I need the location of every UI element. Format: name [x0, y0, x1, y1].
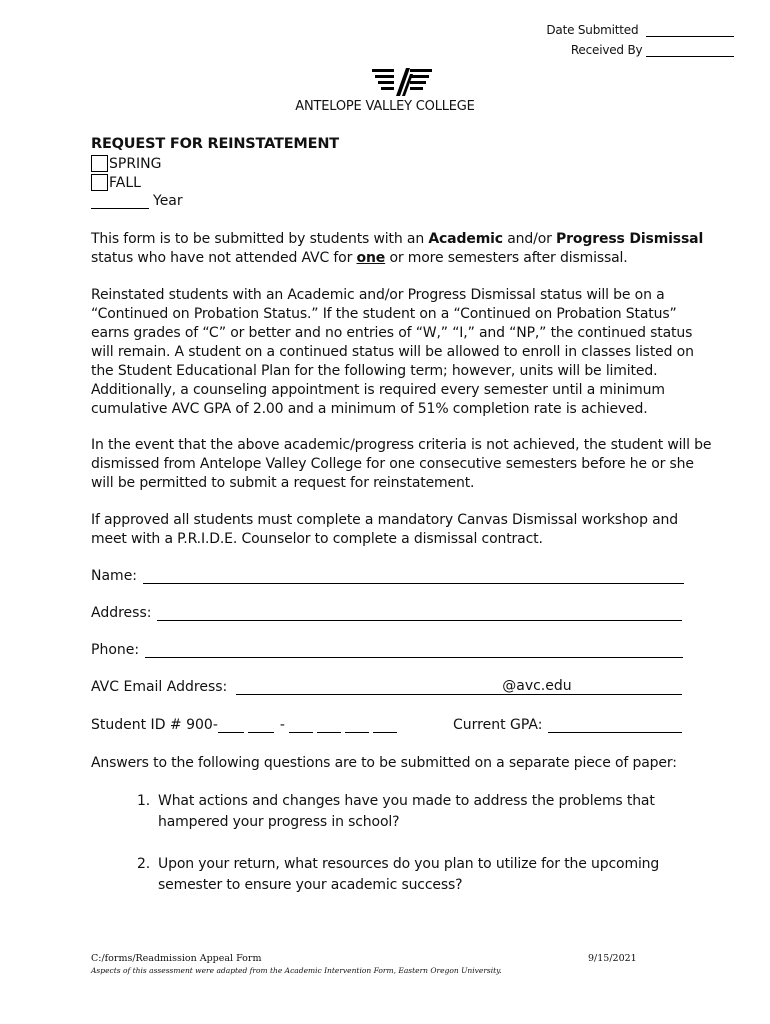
- question-2: [137, 854, 727, 896]
- student-id-separator: -: [279, 717, 285, 733]
- p1-text-2: and/or: [502, 231, 557, 247]
- spring-label: SPRING: [109, 155, 162, 172]
- gpa-field[interactable]: [548, 716, 682, 733]
- gpa-row: [453, 716, 682, 733]
- date-submitted-label: Date Submitted: [546, 23, 639, 37]
- student-id-label: Student ID # 900-: [91, 717, 218, 733]
- student-id-digit-4[interactable]: [317, 716, 341, 733]
- term-option-fall[interactable]: [91, 174, 141, 191]
- date-submitted-row: [546, 23, 734, 37]
- student-id-digit-2[interactable]: [248, 716, 274, 733]
- year-row: [91, 193, 183, 209]
- footer-path: C:/forms/Readmission Appeal Form: [91, 953, 262, 964]
- date-submitted-field[interactable]: [646, 24, 734, 37]
- address-field[interactable]: [157, 604, 682, 621]
- p1-bold-academic: Academic: [428, 231, 503, 247]
- p1-text-1: This form is to be submitted by students with an: [91, 231, 429, 247]
- question-2-number: 2.: [137, 856, 151, 872]
- name-field[interactable]: [143, 567, 684, 584]
- question-1: [137, 791, 727, 833]
- college-name: ANTELOPE VALLEY COLLEGE: [295, 99, 475, 114]
- term-option-spring[interactable]: [91, 155, 162, 172]
- paragraph-probation: Reinstated students with an Academic and/or Progress Dismissal status will be on a “Continued on Probation Status.” If the student on a “Continued on Probation Status” earns grades of “C” or better and no entries of “W,” “I,” and “NP,” the continued status will remain. A student on a continued status will be allowed to enroll in classes listed on the Student Educational Plan for the following term; however, units will be limited. Additionally, a counseling appointment is required every semester until a minimum cumulative AVC GPA of 2.00 and a minimum of 51% completion rate is achieved.: [91, 287, 694, 417]
- received-by-row: [571, 43, 734, 57]
- question-2-text: Upon your return, what resources do you plan to utilize for the upcoming semester to ensure your academic success?: [158, 856, 660, 893]
- instructions: Answers to the following questions are to be submitted on a separate piece of paper:: [91, 755, 677, 771]
- student-id-digit-5[interactable]: [345, 716, 369, 733]
- student-id-digit-1[interactable]: [218, 716, 244, 733]
- received-by-field[interactable]: [646, 44, 734, 57]
- email-row: [91, 678, 682, 695]
- received-by-label: Received By: [570, 43, 643, 57]
- fall-checkbox[interactable]: [91, 174, 108, 191]
- p1-underline-one: one: [356, 250, 386, 266]
- fall-label: FALL: [109, 174, 141, 191]
- spring-checkbox[interactable]: [91, 155, 108, 172]
- paragraph-workshop: If approved all students must complete a mandatory Canvas Dismissal workshop and meet with a P.R.I.D.E. Counselor to complete a dismissal contract.: [91, 512, 679, 547]
- name-row: [91, 567, 684, 584]
- name-label: Name:: [91, 568, 138, 584]
- question-1-number: 1.: [137, 793, 151, 809]
- email-field[interactable]: [236, 678, 502, 695]
- address-row: [91, 604, 682, 621]
- question-1-text: What actions and changes have you made to address the problems that hampered your progress in school?: [158, 793, 655, 830]
- student-id-digit-3[interactable]: [289, 716, 313, 733]
- p1-text-4: or more semesters after dismissal.: [385, 250, 628, 266]
- footer-date: 9/15/2021: [588, 953, 637, 964]
- phone-label: Phone:: [91, 642, 140, 658]
- phone-field[interactable]: [145, 641, 683, 658]
- student-id-row: [91, 716, 397, 733]
- paragraph-criteria: In the event that the above academic/progress criteria is not achieved, the student will be dismissed from Antelope Valley College for one consecutive semesters before he or she will be permitted to submit a request for reinstatement.: [91, 437, 712, 491]
- phone-row: [91, 641, 683, 658]
- student-id-digit-6[interactable]: [373, 716, 397, 733]
- email-domain: @avc.edu: [502, 678, 682, 695]
- gpa-label: Current GPA:: [453, 717, 543, 733]
- p1-bold-progress: Progress Dismissal: [556, 231, 704, 247]
- college-logo: [370, 66, 434, 98]
- paragraph-purpose: [91, 230, 716, 268]
- footer-note: Aspects of this assessment were adapted from the Academic Intervention Form, Eastern Oregon University.: [91, 966, 502, 975]
- email-label: AVC Email Address:: [91, 679, 228, 695]
- year-label: Year: [153, 193, 183, 209]
- year-field[interactable]: [91, 193, 149, 209]
- address-label: Address:: [91, 605, 152, 621]
- form-title: REQUEST FOR REINSTATEMENT: [91, 136, 339, 152]
- p1-text-3: status who have not attended AVC for: [91, 250, 357, 266]
